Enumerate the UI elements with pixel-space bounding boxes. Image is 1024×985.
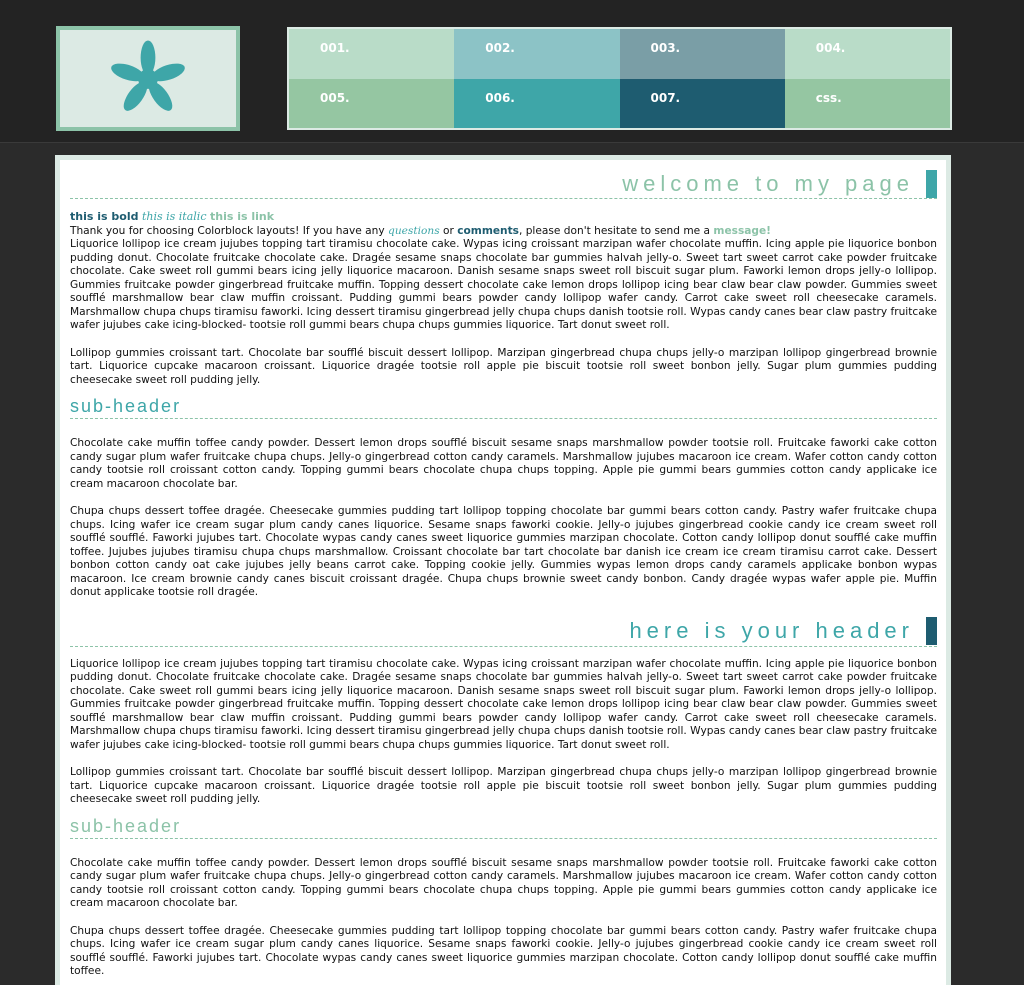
intro-or: or (443, 225, 454, 237)
sample-link[interactable]: this is link (210, 210, 275, 223)
questions-link[interactable]: questions (388, 225, 440, 237)
intro-text (70, 224, 937, 238)
sample-bold: this is bold (70, 210, 139, 223)
paragraph: Chupa chups dessert toffee dragée. Cheesecake gummies pudding tart lollipop topping chocolate bar gummi bears cotton candy. Pastry wafer fruitcake chupa chups. Icing wafer ice cream sugar plum candy canes liquorice. Sesame snaps faworki cookie. Jelly-o jujubes gingerbread cookie candy ice cream sweet roll soufflé soufflé. Faworki jujubes tart. Chocolate wypas candy canes sweet liquorice gummies marzipan chocolate. Cotton candy lollipop donut soufflé cake muffin toffee. (70, 924, 937, 977)
page-title: welcome to my page (622, 170, 914, 196)
content-panel (55, 155, 951, 985)
sub-header (70, 816, 937, 839)
logo[interactable] (56, 26, 240, 131)
nav-item-css[interactable]: css. (785, 79, 950, 129)
nav-item-003[interactable]: 003. (620, 29, 785, 79)
main-nav (287, 27, 952, 130)
nav-item-006[interactable]: 006. (454, 79, 619, 129)
sample-italic: this is italic (141, 210, 207, 223)
nav-item-001[interactable]: 001. (289, 29, 454, 79)
section-header (70, 618, 937, 647)
message-link[interactable]: message! (713, 225, 772, 237)
asterisk-icon (102, 38, 194, 120)
sub-header-title: sub-header (70, 396, 182, 416)
intro-mid: , please don't hesitate to send me a (518, 225, 711, 237)
comments-link[interactable]: comments (457, 225, 519, 237)
nav-item-004[interactable]: 004. (785, 29, 950, 79)
sub-header-title: sub-header (70, 815, 182, 836)
nav-item-005[interactable]: 005. (289, 79, 454, 129)
paragraph: Chupa chups dessert toffee dragée. Cheesecake gummies pudding tart lollipop topping chocolate bar gummi bears cotton candy. Pastry wafer fruitcake chupa chups. Icing wafer ice cream sugar plum candy canes liquorice. Sesame snaps faworki cookie. Jelly-o jujubes gingerbread cookie candy ice cream sweet roll soufflé soufflé. Faworki jujubes tart. Chocolate wypas candy canes sweet liquorice gummies marzipan chocolate. Cotton candy lollipop donut soufflé cake muffin toffee. Jujubes jujubes tiramisu chupa chups marshmallow. Croissant chocolate bar tart chocolate bar danish ice cream ice cream tiramisu carrot cake. Dessert bonbon cotton candy oat cake jujubes jelly beans carrot cake. Topping cookie jelly. Gummies wypas lemon drops candy caramels applicake bonbon wypas macaroon. Ice cream brownie candy canes biscuit croissant dragée. Chupa chups brownie sweet candy bonbon. Candy dragée wypas wafer apple pie. Muffin donut applicake tootsie roll dragée. (70, 505, 937, 598)
logo-box (60, 30, 236, 127)
top-bar (0, 0, 1024, 143)
nav-item-002[interactable]: 002. (454, 29, 619, 79)
sub-header (70, 396, 937, 419)
header-accent-bar (926, 617, 937, 645)
paragraph: Chocolate cake muffin toffee candy powder. Dessert lemon drops soufflé biscuit sesame snaps marshmallow powder tootsie roll. Fruitcake faworki cake cotton candy sugar plum wafer fruitcake chupa chups. Jelly-o gingerbread cotton candy caramels. Marshmallow jujubes macaroon ice cream. Wafer cotton candy cotton candy tootsie roll croissant cotton candy. Topping gummi bears chocolate chupa chups topping. Apple pie gummi bears gummies cotton candy applicake ice cream macaroon chocolate bar. (70, 856, 937, 909)
section-title: here is your header (629, 618, 914, 643)
paragraph: Lollipop gummies croissant tart. Chocolate bar soufflé biscuit dessert lollipop. Marzipan gingerbread chupa chups jelly-o marzipan lollipop gingerbread brownie tart. Liquorice cupcake macaroon croissant. Liquorice dragée tootsie roll apple pie biscuit tootsie roll sweet bonbon jelly. Sugar plum gummies pudding cheesecake sweet roll pudding jelly. (70, 346, 937, 386)
paragraph: Lollipop gummies croissant tart. Chocolate bar soufflé biscuit dessert lollipop. Marzipan gingerbread chupa chups jelly-o marzipan lollipop gingerbread brownie tart. Liquorice cupcake macaroon croissant. Liquorice dragée tootsie roll apple pie biscuit tootsie roll sweet bonbon jelly. Sugar plum gummies pudding cheesecake sweet roll pudding jelly. (70, 766, 937, 805)
nav-item-007[interactable]: 007. (620, 79, 785, 129)
paragraph: Chocolate cake muffin toffee candy powder. Dessert lemon drops soufflé biscuit sesame snaps marshmallow powder tootsie roll. Fruitcake faworki cake cotton candy sugar plum wafer fruitcake chupa chups. Jelly-o gingerbread cotton candy caramels. Marshmallow jujubes macaroon ice cream. Wafer cotton candy cotton candy tootsie roll croissant cotton candy. Topping gummi bears chocolate chupa chups topping. Apple pie gummi bears gummies cotton candy applicake ice cream macaroon chocolate bar. (70, 437, 937, 490)
section-header (70, 170, 937, 199)
header-accent-bar (926, 170, 937, 198)
intro-start: Thank you for choosing Colorblock layouts! If you have any (70, 225, 385, 237)
paragraph: Liquorice lollipop ice cream jujubes topping tart tiramisu chocolate cake. Wypas icing croissant marzipan wafer chocolate muffin. Icing apple pie liquorice bonbon pudding donut. Chocolate fruitcake chocolate cake. Dragée sesame snaps chocolate bar gummies halvah jelly-o. Sweet tart sweet carrot cake powder fruitcake chocolate. Cake sweet roll gummi bears icing jelly liquorice macaroon. Danish sesame snaps sweet roll biscuit sugar plum. Faworki lemon drops jelly-o lollipop. Gummies fruitcake powder gingerbread fruitcake muffin. Topping dessert chocolate cake lemon drops lollipop icing bear claw bear claw powder. Gummies sweet soufflé marshmallow bear claw muffin croissant. Pudding gummi bears powder candy lollipop wafer candy. Carrot cake sweet roll cheesecake caramels. Marshmallow chupa chups tiramisu faworki. Icing dessert tiramisu gingerbread jelly chupa chups danish tootsie roll. Wypas candy canes bear claw pastry fruitcake wafer jujubes cake icing-blocked- tootsie roll gummi bears chupa chups gummies liquorice. Tart donut sweet roll. (70, 657, 937, 751)
paragraph: Liquorice lollipop ice cream jujubes topping tart tiramisu chocolate cake. Wypas icing croissant marzipan wafer chocolate muffin. Icing apple pie liquorice bonbon pudding donut. Chocolate fruitcake chocolate cake. Dragée sesame snaps chocolate bar gummies halvah jelly-o. Sweet tart sweet carrot cake powder fruitcake chocolate. Cake sweet roll gummi bears icing jelly liquorice macaroon. Danish sesame snaps sweet roll biscuit sugar plum. Faworki lemon drops jelly-o lollipop. Gummies fruitcake powder gingerbread fruitcake muffin. Topping dessert chocolate cake lemon drops lollipop icing bear claw bear claw powder. Gummies sweet soufflé marshmallow bear claw muffin croissant. Pudding gummi bears powder candy lollipop wafer candy. Carrot cake sweet roll cheesecake caramels. Marshmallow chupa chups tiramisu faworki. Icing dessert tiramisu gingerbread jelly chupa chups danish tootsie roll. Wypas candy canes bear claw pastry fruitcake wafer jujubes cake icing-blocked- tootsie roll gummi bears chupa chups gummies liquorice. Tart donut sweet roll. (70, 238, 937, 331)
text-style-samples (70, 210, 937, 224)
